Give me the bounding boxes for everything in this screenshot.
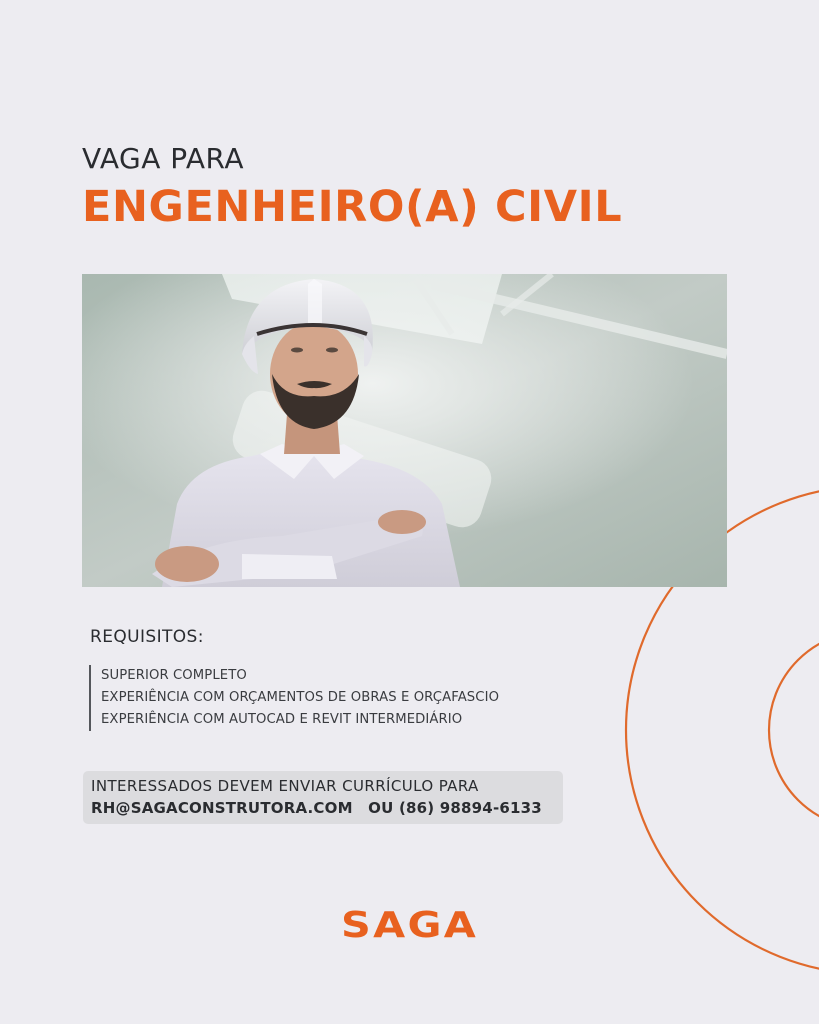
requirements-heading: REQUISITOS: [90, 627, 204, 647]
engineer-photo-illustration [82, 274, 727, 587]
engineer-photo [82, 274, 727, 587]
kicker-text: VAGA PARA [82, 142, 244, 175]
job-title: ENGENHEIRO(A) CIVIL [82, 182, 623, 232]
contact-box [83, 771, 563, 824]
contact-separator: OU [368, 799, 394, 817]
requirement-item: EXPERIÊNCIA COM AUTOCAD E REVIT INTERMEDIÁRIO [101, 712, 463, 727]
requirements-list [89, 665, 499, 731]
saga-logo [327, 906, 492, 946]
contact-phone[interactable]: (86) 98894-6133 [398, 799, 542, 817]
contact-email[interactable]: RH@SAGACONSTRUTORA.COM [91, 799, 353, 817]
requirement-item: SUPERIOR COMPLETO [101, 668, 247, 683]
requirement-item: EXPERIÊNCIA COM ORÇAMENTOS DE OBRAS E ORÇAFASCIO [101, 690, 500, 705]
contact-instruction: INTERESSADOS DEVEM ENVIAR CURRÍCULO PARA [91, 777, 479, 795]
saga-logo-text: SAGA [340, 905, 479, 946]
inner-circle-decoration [769, 631, 819, 829]
contact-details [91, 797, 563, 819]
